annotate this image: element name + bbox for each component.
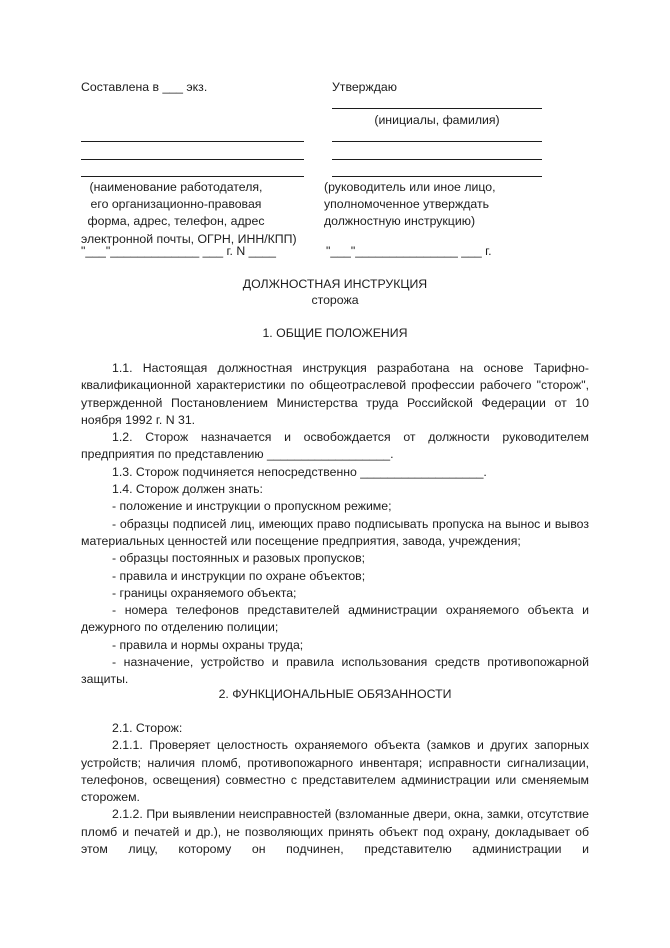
initials-caption: (инициалы, фамилия) — [374, 113, 500, 127]
approver-note-line: (руководитель или иное лицо, — [324, 180, 496, 194]
document-title: ДОЛЖНОСТНАЯ ИНСТРУКЦИЯ — [242, 277, 428, 291]
employer-line-3 — [81, 176, 304, 177]
paragraph-1-3: 1.3. Сторож подчиняется непосредственно __________________. — [112, 464, 487, 479]
approver-line-1 — [332, 141, 542, 142]
paragraph-2-1-2: 2.1.2. При выявлении неисправностей (взломанные двери, окна, замки, отсутствие пломб и печатей и др.), не позволяющих принять объект под охрану, докладывает об этом лицу, которому он подчинен, представителю администрации и — [81, 807, 589, 857]
section-2-heading: 2. ФУНКЦИОНАЛЬНЫЕ ОБЯЗАННОСТИ — [218, 687, 452, 701]
approver-note-line: уполномоченное утверждать — [324, 197, 489, 212]
list-item: - правила и нормы охраны труда; — [112, 637, 304, 652]
employer-note-line: форма, адрес, телефон, адрес — [87, 214, 265, 229]
copies-count-text: Составлена в ___ экз. — [81, 80, 208, 94]
paragraph-1-1: 1.1. Настоящая должностная инструкция разработана на основе Тарифно-квалификационной характеристики по общеотраслевой профессии рабочего "сторож", утвержденной Постановлением Министерства труда Российской Федерации от 10 ноября 1992 г. N 31. — [81, 361, 589, 427]
approver-note-line: должностную инструкцию) — [324, 214, 476, 229]
approver-signature-line — [332, 108, 542, 109]
approve-label: Утверждаю — [332, 80, 397, 94]
employer-note — [81, 179, 297, 248]
employer-note-line: (наименование работодателя, — [89, 180, 263, 194]
left-date-number-line: "___"_____________ ___ г. N ____ — [81, 244, 276, 258]
list-item: - правила и инструкции по охране объектов; — [112, 568, 366, 583]
section-1-body — [81, 360, 589, 689]
section-1-heading: 1. ОБЩИЕ ПОЛОЖЕНИЯ — [262, 326, 408, 340]
approver-note — [324, 179, 496, 231]
paragraph-1-2: 1.2. Сторож назначается и освобождается от должности руководителем предприятия по представлению __________________. — [81, 430, 589, 462]
employer-note-line: электронной почты, ОГРН, ИНН/КПП) — [81, 231, 297, 246]
section-2-body — [81, 720, 589, 858]
approver-line-2 — [332, 159, 542, 160]
employer-line-2 — [81, 159, 304, 160]
paragraph-1-4: 1.4. Сторож должен знать: — [112, 482, 263, 497]
list-item: - образцы подписей лиц, имеющих право подписывать пропуска на вынос и вывоз материальных ценностей или посещение предприятия, завода, учреждения; — [81, 516, 589, 548]
approver-line-3 — [332, 176, 542, 177]
employer-note-line: его организационно-правовая — [90, 197, 262, 212]
paragraph-2-1-1: 2.1.1. Проверяет целостность охраняемого объекта (замков и других запорных устройств; наличия пломб, противопожарного инвентаря; исправности сигнализации, телефонов, освещения) совместно с представителем администрации или сменяемым сторожем. — [81, 738, 589, 805]
paragraph-2-1: 2.1. Сторож: — [112, 721, 183, 735]
list-item: - образцы постоянных и разовых пропусков; — [112, 551, 366, 566]
employer-line-1 — [81, 141, 304, 142]
list-item: - номера телефонов представителей администрации охраняемого объекта и дежурного по отделению полиции; — [81, 603, 589, 635]
list-item: - положение и инструкции о пропускном режиме; — [112, 499, 392, 514]
list-item: - назначение, устройство и правила использования средств противопожарной защиты. — [81, 655, 589, 687]
right-date-line: "___"_______________ ___ г. — [326, 244, 492, 258]
document-subtitle: сторожа — [311, 293, 359, 307]
list-item: - границы охраняемого объекта; — [112, 585, 297, 600]
